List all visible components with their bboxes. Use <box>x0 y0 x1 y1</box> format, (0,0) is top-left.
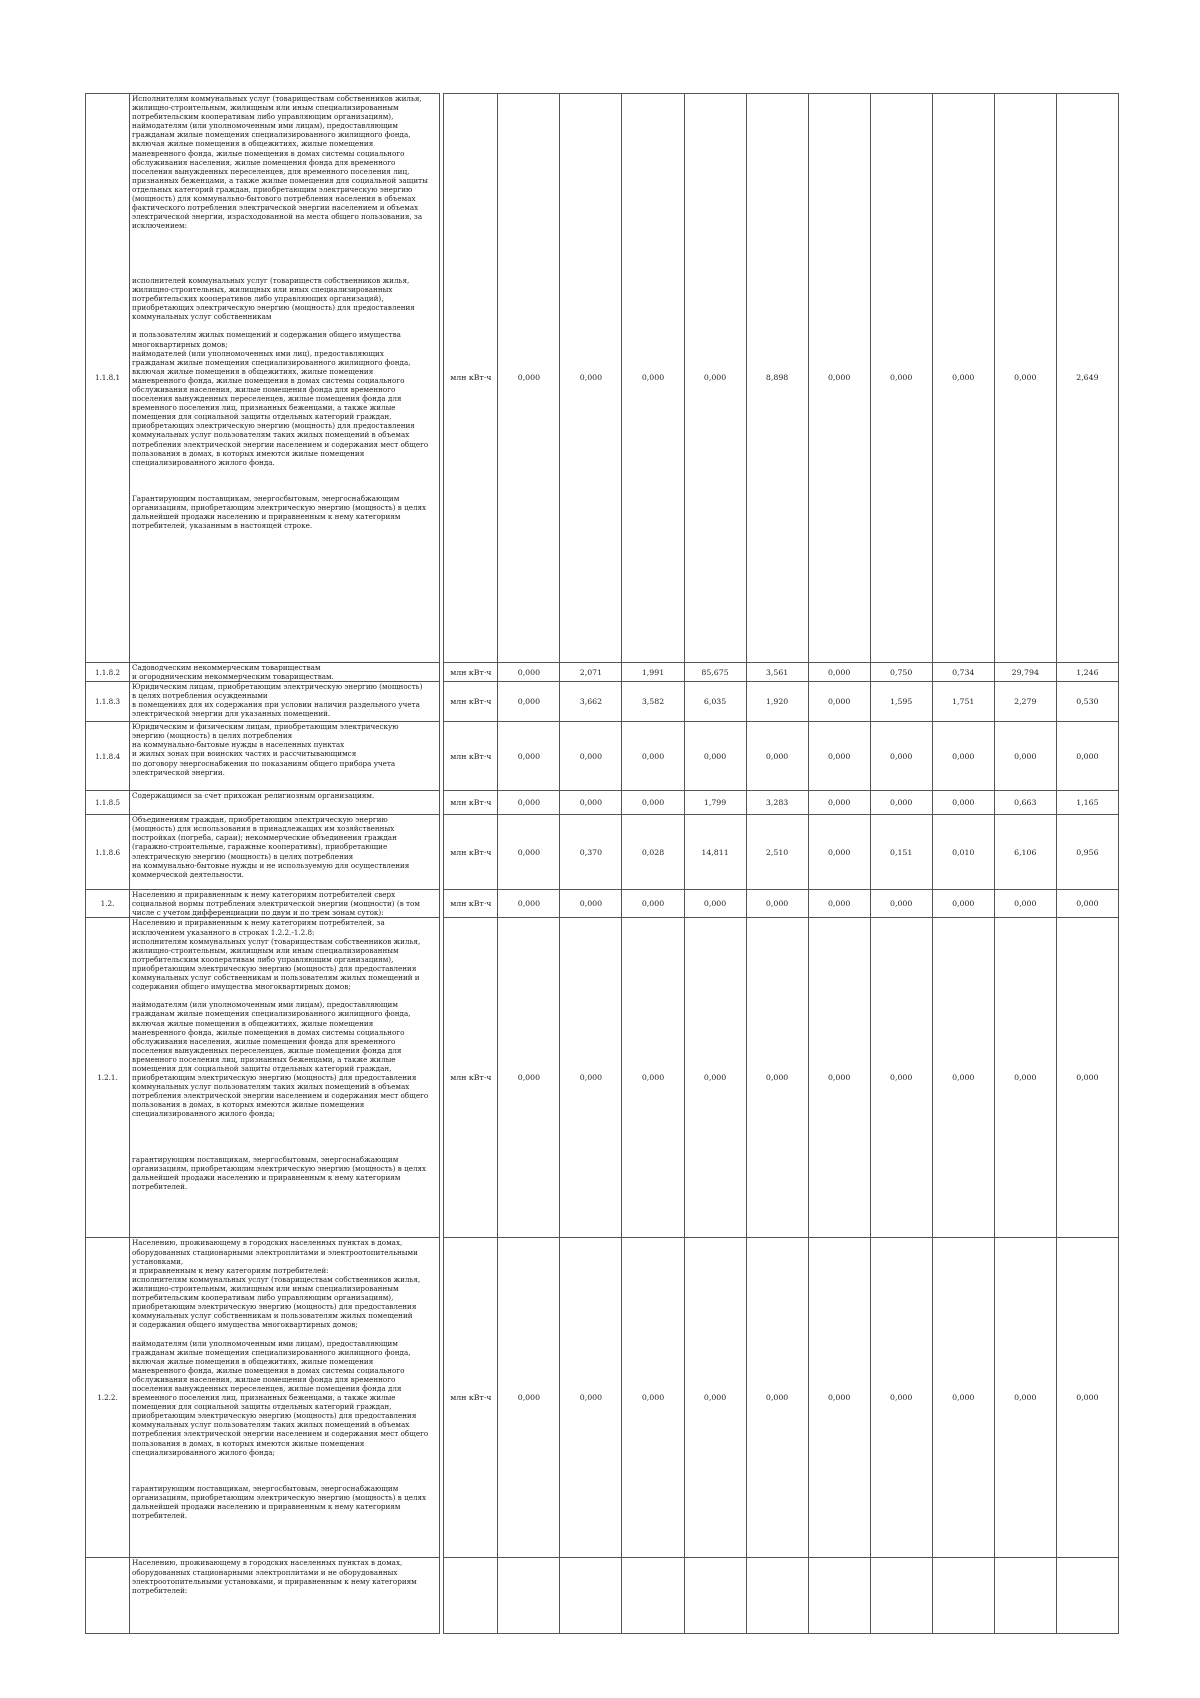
value-cell: 0,000 <box>560 791 622 815</box>
value-cell: 0,000 <box>808 918 870 1238</box>
value-cell: 2,649 <box>1056 94 1118 663</box>
row-code-cell <box>86 1558 130 1634</box>
value-cell: 0,000 <box>622 791 684 815</box>
unit-cell: млн кВт·ч <box>444 918 498 1238</box>
value-cell <box>994 1558 1056 1634</box>
row-code-cell: 1.2.1. <box>86 918 130 1238</box>
value-cell: 1,751 <box>932 682 994 722</box>
row-description-text: Населению, проживающему в городских населенных пунктах в домах, оборудованных стационарными электроплитами и электроотопительными установками, и приравненным к нему категориям потребителей: исполнителям коммунальных услуг (товариществам собственников жилья, жилищно-строительным, жилищным или иным специализированным потребительским кооперативам либо управляющим организациям), приобретающим электрическую энергию (мощность) для предоставления коммунальных услуг собственникам и пользователям жилых помещений и содержания общего имущества многоквартирных домов; наймодателям (или уполномоченным ими лицам), предоставляющим гражданам жилые помещения специализированного жилищного фонда, включая жилые помещения в общежитиях, жилые помещения маневренного фонда, жилые помещения в домах системы социального обслуживания населения, жилые помещения фонда для временного поселения вынужденных переселенцев, жилые помещения фонда для временного поселения лиц, признанных беженцами, а также жилые помещения для социальной защиты отдельных категорий граждан, приобретающим электрическую энергию (мощность) для предоставления коммунальных услуг пользователям таких жилых помещений в объемах потребления электрической энергии населением и содержания мест общего пользования в домах, в которых имеются жилые помещения специализированного жилого фонда; гарантирующим поставщикам, энергосбытовым, энергоснабжающим организациям, приобретающим электрическую энергию (мощность) в целях дальнейшей продажи населению и приравненным к нему категориям потребителей. <box>132 1238 429 1521</box>
value-cell: 6,035 <box>684 682 746 722</box>
value-cell: 0,000 <box>746 722 808 791</box>
value-cell: 1,165 <box>1056 791 1118 815</box>
row-description-text: Населению и приравненным к нему категориям потребителей, за исключением указанного в строках 1.2.2.-1.2.8: исполнителям коммунальных услуг (товариществам собственников жилья, жилищно-строительным, жилищным или иным специализированным потребительским кооперативам либо управляющим организациям), приобретающим электрическую энергию (мощность) для предоставления коммунальных услуг собственникам и пользователям жилых помещений и содержания общего имущества многоквартирных домов; наймодателям (или уполномоченным ими лицам), предоставляющим гражданам жилые помещения специализированного жилищного фонда, включая жилые помещения в общежитиях, жилые помещения маневренного фонда, жилые помещения в домах системы социального обслуживания населения, жилые помещения фонда для временного поселения вынужденных переселенцев, жилые помещения фонда для временного поселения лиц, признанных беженцами, а также жилые помещения для социальной защиты отдельных категорий граждан, приобретающим электрическую энергию (мощность) для предоставления коммунальных услуг пользователям таких жилых помещений в объемах потребления электрической энергии населением и содержания мест общего пользования в домах, в которых имеются жилые помещения специализированного жилого фонда; гарантирующим поставщикам, энергосбытовым, энергоснабжающим организациям, приобретающим электрическую энергию (мощность) в целях дальнейшей продажи населению и приравненным к нему категориям потребителей. <box>132 918 429 1192</box>
value-cell: 0,000 <box>622 94 684 663</box>
value-cell: 8,898 <box>746 94 808 663</box>
row-description-cell <box>130 791 440 815</box>
row-description-cell <box>130 815 440 890</box>
value-cell: 0,000 <box>870 94 932 663</box>
unit-cell: млн кВт·ч <box>444 815 498 890</box>
value-cell <box>560 1558 622 1634</box>
unit-cell <box>444 1558 498 1634</box>
row-description-cell <box>130 1558 440 1634</box>
table-row <box>86 815 1119 890</box>
value-cell: 0,028 <box>622 815 684 890</box>
table-row <box>86 682 1119 722</box>
value-cell: 2,279 <box>994 682 1056 722</box>
table-row <box>86 722 1119 791</box>
unit-cell: млн кВт·ч <box>444 791 498 815</box>
value-cell: 0,000 <box>560 94 622 663</box>
value-cell: 0,000 <box>498 663 560 682</box>
value-cell: 0,000 <box>1056 722 1118 791</box>
row-description-text: Населению и приравненным к нему категориям потребителей сверх социальной нормы потребления электрической энергии (мощности) (в том числе с учетом дифференциации по двум и по трем зонам суток): <box>132 890 420 918</box>
value-cell: 0,000 <box>498 791 560 815</box>
row-description-cell <box>130 890 440 918</box>
value-cell: 3,582 <box>622 682 684 722</box>
row-code-cell: 1.1.8.3 <box>86 682 130 722</box>
row-code-cell: 1.1.8.6 <box>86 815 130 890</box>
value-cell: 0,000 <box>932 1238 994 1558</box>
row-description-text: Населению, проживающему в городских населенных пунктах в домах, оборудованных стационарными электроплитами и не оборудованных электроотопительными установками, и приравненным к нему категориям потребителей: <box>132 1558 417 1595</box>
value-cell <box>684 1558 746 1634</box>
row-description-text: Юридическим лицам, приобретающим электрическую энергию (мощность) в целях потребления осужденными в помещениях для их содержания при условии наличия раздельного учета электрической энергии для указанных помещений. <box>132 682 423 719</box>
value-cell: 0,000 <box>994 94 1056 663</box>
table-row <box>86 1558 1119 1634</box>
value-cell: 0,000 <box>684 918 746 1238</box>
tariff-table-sheet <box>85 93 1119 1634</box>
value-cell: 0,000 <box>870 791 932 815</box>
unit-cell: млн кВт·ч <box>444 722 498 791</box>
row-code-cell: 1.1.8.1 <box>86 94 130 663</box>
value-cell: 29,794 <box>994 663 1056 682</box>
value-cell: 0,000 <box>622 890 684 918</box>
value-cell: 6,106 <box>994 815 1056 890</box>
value-cell: 0,000 <box>932 791 994 815</box>
value-cell: 0,000 <box>994 722 1056 791</box>
table-row <box>86 918 1119 1238</box>
row-description-cell <box>130 1238 440 1558</box>
value-cell: 1,246 <box>1056 663 1118 682</box>
value-cell: 85,675 <box>684 663 746 682</box>
row-description-cell <box>130 722 440 791</box>
table-body <box>86 94 1119 1634</box>
value-cell: 14,811 <box>684 815 746 890</box>
value-cell: 3,662 <box>560 682 622 722</box>
value-cell: 0,000 <box>560 1238 622 1558</box>
value-cell <box>746 1558 808 1634</box>
value-cell: 0,734 <box>932 663 994 682</box>
row-description-text: Содержащимся за счет прихожан религиозным организациям. <box>132 791 375 801</box>
value-cell: 0,000 <box>932 890 994 918</box>
row-code-cell: 1.1.8.2 <box>86 663 130 682</box>
table-row <box>86 663 1119 682</box>
row-code-cell: 1.1.8.5 <box>86 791 130 815</box>
value-cell: 0,000 <box>1056 918 1118 1238</box>
value-cell: 0,000 <box>622 1238 684 1558</box>
value-cell: 3,561 <box>746 663 808 682</box>
value-cell: 0,530 <box>1056 682 1118 722</box>
value-cell: 0,663 <box>994 791 1056 815</box>
value-cell: 0,000 <box>684 722 746 791</box>
value-cell: 0,000 <box>1056 1238 1118 1558</box>
value-cell: 0,370 <box>560 815 622 890</box>
value-cell <box>498 1558 560 1634</box>
value-cell: 0,000 <box>932 722 994 791</box>
value-cell: 0,000 <box>684 94 746 663</box>
unit-cell: млн кВт·ч <box>444 682 498 722</box>
value-cell: 0,000 <box>498 682 560 722</box>
value-cell: 0,000 <box>684 1238 746 1558</box>
value-cell: 0,000 <box>498 722 560 791</box>
row-description-cell <box>130 682 440 722</box>
value-cell <box>1056 1558 1118 1634</box>
value-cell: 0,000 <box>1056 890 1118 918</box>
value-cell: 1,920 <box>746 682 808 722</box>
value-cell: 0,000 <box>498 1238 560 1558</box>
row-description-cell <box>130 94 440 663</box>
value-cell: 0,000 <box>498 94 560 663</box>
value-cell: 0,750 <box>870 663 932 682</box>
value-cell: 0,956 <box>1056 815 1118 890</box>
row-description-text: Садоводческим некоммерческим товариществам и огородническим некоммерческим товариществам. <box>132 663 334 682</box>
value-cell: 0,000 <box>870 918 932 1238</box>
row-code-cell: 1.2.2. <box>86 1238 130 1558</box>
value-cell <box>808 1558 870 1634</box>
value-cell: 0,000 <box>994 890 1056 918</box>
row-code-cell: 1.2. <box>86 890 130 918</box>
table-row <box>86 890 1119 918</box>
value-cell: 0,000 <box>870 1238 932 1558</box>
row-description-cell <box>130 918 440 1238</box>
value-cell: 0,000 <box>746 890 808 918</box>
unit-cell: млн кВт·ч <box>444 94 498 663</box>
value-cell: 1,991 <box>622 663 684 682</box>
value-cell: 0,000 <box>932 918 994 1238</box>
value-cell: 0,000 <box>808 815 870 890</box>
value-cell: 1,595 <box>870 682 932 722</box>
value-cell: 3,283 <box>746 791 808 815</box>
value-cell <box>870 1558 932 1634</box>
consumption-table <box>85 93 1119 1634</box>
row-description-text: Объединениям граждан, приобретающим электрическую энергию (мощность) для использования в принадлежащих им хозяйственных постройках (погреба, сараи); некоммерческие объединения граждан (гаражно-строительные, гаражные кооперативы), приобретающие электрическую энергию (мощность) в целях потребления на коммунально-бытовые нужды и не используемую для осуществления коммерческой деятельности. <box>132 815 410 879</box>
value-cell: 0,000 <box>994 918 1056 1238</box>
value-cell <box>932 1558 994 1634</box>
value-cell: 2,510 <box>746 815 808 890</box>
value-cell <box>622 1558 684 1634</box>
value-cell: 0,000 <box>808 663 870 682</box>
table-row <box>86 1238 1119 1558</box>
value-cell: 0,000 <box>746 1238 808 1558</box>
value-cell: 0,000 <box>622 918 684 1238</box>
value-cell: 0,000 <box>498 918 560 1238</box>
value-cell: 0,000 <box>870 890 932 918</box>
row-code-cell: 1.1.8.4 <box>86 722 130 791</box>
value-cell: 0,000 <box>808 791 870 815</box>
value-cell: 0,000 <box>498 890 560 918</box>
value-cell: 0,000 <box>932 94 994 663</box>
value-cell: 2,071 <box>560 663 622 682</box>
value-cell: 0,000 <box>560 890 622 918</box>
value-cell: 0,151 <box>870 815 932 890</box>
value-cell: 0,000 <box>808 722 870 791</box>
unit-cell: млн кВт·ч <box>444 890 498 918</box>
value-cell: 0,000 <box>808 1238 870 1558</box>
value-cell: 0,000 <box>560 722 622 791</box>
value-cell: 0,000 <box>808 94 870 663</box>
row-description-text: Юридическим и физическим лицам, приобретающим электрическую энергию (мощность) в целях потребления на коммунально-бытовые нужды в населенных пунктах и жилых зонах при воинских частях и рассчитывающимся по договору энергоснабжения по показаниям общего прибора учета электрической энергии. <box>132 722 399 777</box>
table-row <box>86 791 1119 815</box>
value-cell: 0,000 <box>808 682 870 722</box>
value-cell: 0,000 <box>498 815 560 890</box>
unit-cell: млн кВт·ч <box>444 1238 498 1558</box>
row-description-text: Исполнителям коммунальных услуг (товариществам собственников жилья, жилищно-строительным, жилищным или иным специализированным потребительским кооперативам либо управляющим организациям), наймодателям (или уполномоченным ими лицам), предоставляющим гражданам жилые помещения специализированного жилищного фонда, включая жилые помещения в общежитиях, жилые помещения маневренного фонда, жилые помещения в домах системы социального обслуживания населения, жилые помещения фонда для временного поселения вынужденных переселенцев, для временного поселения лиц, признанных беженцами, а также жилые помещения для социальной защиты отдельных категорий граждан, приобретающим электрическую энергию (мощность) для коммунально-бытового потребления населения в объемах фактического потребления электрической энергии населением и объемах электрической энергии, израсходованной на места общего пользования, за исключением: исполнителей коммунальных услуг (товариществ собственников жилья, жилищно-строительных, жилищных или иных специализированных потребительских кооперативов либо управляющих организаций), приобретающих электрическую энергию (мощность) для предоставления коммунальных услуг собственникам и пользователям жилых помещений и содержания общего имущества многоквартирных домов; наймодателей (или уполномоченных ими лиц), предоставляющих гражданам жилые помещения специализированного жилищного фонда, включая жилые помещения в общежитиях, жилые помещения маневренного фонда, жилые помещения в домах системы социального обслуживания населения, жилые помещения фонда для временного поселения вынужденных переселенцев, жилые помещения фонда для временного поселения лиц, признанных беженцами, а также жилые помещения для социальной защиты отдельных категорий граждан, приобретающих электрическую энергию (мощность) для предоставления коммунальных услуг пользователям таких жилых помещений в объемах потребления электрической энергии населением и содержания мест общего пользования в домах, в которых имеются жилые помещения специализированного жилого фонда. Гарантирующим поставщикам, энергосбытовым, энергоснабжающим организациям, приобретающим электрическую энергию (мощность) в целях дальнейшей продажи населению и приравненным к нему категориям потребителей, указанным в настоящей строке. <box>132 94 429 531</box>
value-cell: 0,000 <box>746 918 808 1238</box>
value-cell: 0,000 <box>994 1238 1056 1558</box>
value-cell: 1,799 <box>684 791 746 815</box>
value-cell: 0,000 <box>622 722 684 791</box>
row-description-cell <box>130 663 440 682</box>
table-row <box>86 94 1119 663</box>
value-cell: 0,000 <box>684 890 746 918</box>
value-cell: 0,010 <box>932 815 994 890</box>
value-cell: 0,000 <box>870 722 932 791</box>
value-cell: 0,000 <box>560 918 622 1238</box>
value-cell: 0,000 <box>808 890 870 918</box>
unit-cell: млн кВт·ч <box>444 663 498 682</box>
